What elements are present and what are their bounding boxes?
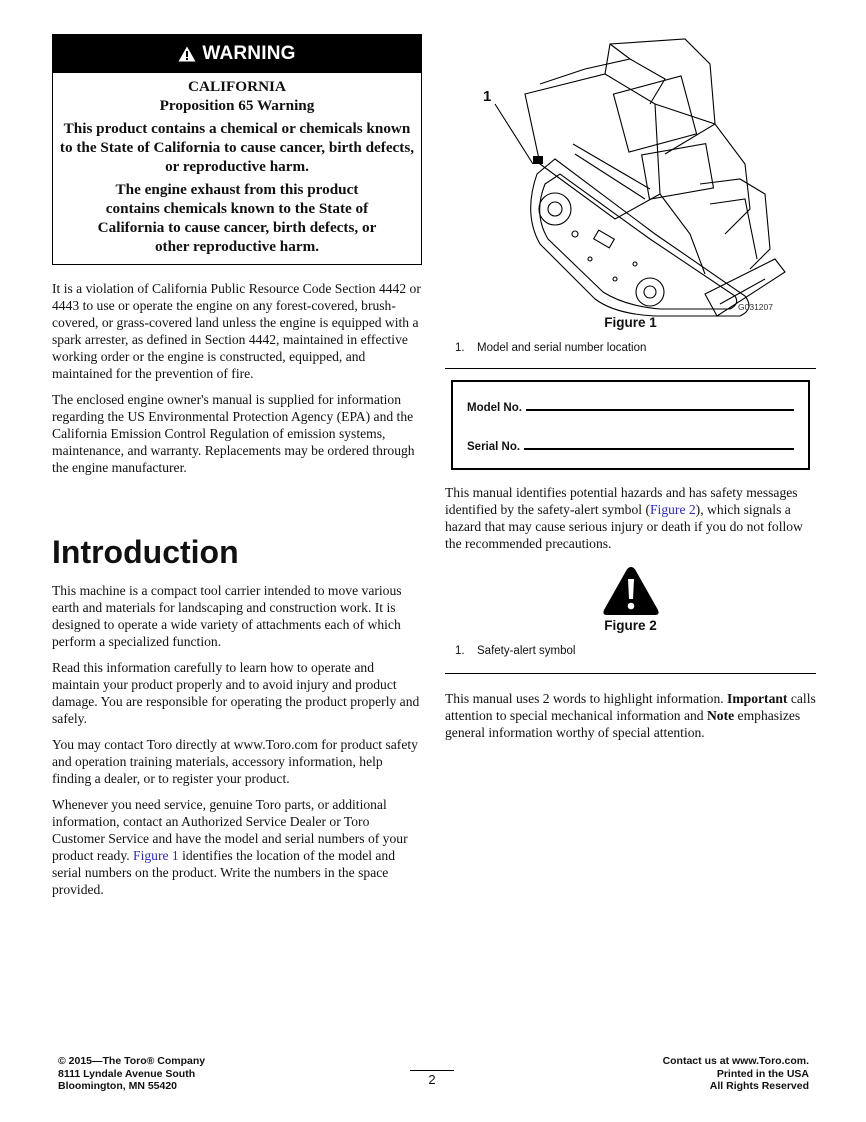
- important-description: calls attention to special mechanical information and: [445, 691, 816, 723]
- note-description: emphasizes general information worthy of special attention.: [445, 708, 801, 740]
- prop65-warning-box: [52, 34, 422, 265]
- important-word: Important: [727, 691, 788, 706]
- figure-1-callout-number: 1: [483, 88, 492, 105]
- intro-paragraph-4-text: Whenever you need service, genuine Toro parts, or additional information, contact an Authorized Service Dealer or Toro Customer Service and have the model and serial numbers of your product ready.: [52, 797, 408, 863]
- footer-company-info: [58, 1055, 205, 1093]
- serial-number-label: Serial No.: [467, 441, 521, 453]
- intro-paragraph-4-text-end: identifies the location of the model and serial numbers on the product. Write the numbers in the space provided.: [52, 848, 396, 897]
- intro-paragraph-3: You may contact Toro directly at www.Toro.com for product safety and operation training materials, accessory information, help finding a dealer, or to register your product.: [52, 737, 418, 786]
- footer-city: Bloomington, MN 55420: [58, 1080, 178, 1092]
- figure-2-caption: [445, 645, 816, 657]
- footer-contact: Contact us at www.Toro.com.: [662, 1055, 809, 1067]
- figure-1-link[interactable]: Figure 1: [133, 848, 179, 863]
- note-word: Note: [706, 708, 735, 723]
- footer-copyright: © 2015—The Toro® Company: [58, 1055, 206, 1067]
- figure-1-illustration: [445, 34, 816, 330]
- model-number-label: Model No.: [467, 402, 522, 414]
- figure-1-image-code: G031207: [738, 302, 773, 312]
- warning-para-1: This product contains a chemical or chemicals known to the State of California to cause cancer, birth defects, or reproductive harm.: [59, 120, 415, 175]
- figure-1-divider: [445, 368, 816, 369]
- footer-contact-info: [663, 1055, 809, 1093]
- figure-2-title: Figure 2: [604, 618, 657, 633]
- hazard-paragraph-text-end: ), which signals a hazard that may cause serious injury or death if you do not follow the recommended precautions.: [445, 502, 803, 551]
- intro-paragraph-1: This machine is a compact tool carrier intended to move various earth and materials for landscaping and construction work. It is designed to operate a wide variety of attachments each of which perform a specialized function.: [52, 583, 402, 649]
- warning-para-2: The engine exhaust from this product contains chemicals known to the State of California to cause cancer, birth defects, or other reproductive harm.: [97, 181, 377, 255]
- compact-tool-carrier-illustration: [445, 34, 816, 324]
- warning-header-label: WARNING: [202, 43, 296, 64]
- hazard-paragraph: [445, 484, 816, 552]
- left-column: [52, 34, 424, 907]
- safety-alert-icon: [601, 565, 661, 617]
- figure-1-caption-text: Model and serial number location: [477, 342, 647, 354]
- right-column: [445, 34, 816, 750]
- warning-body: [53, 73, 421, 264]
- warning-title-line2: Proposition 65 Warning: [159, 97, 315, 114]
- figure-2-caption-number: 1.: [455, 645, 465, 657]
- serial-number-blank-line: [524, 448, 794, 450]
- figure-2-divider: [445, 673, 816, 674]
- engine-manual-paragraph: The enclosed engine owner's manual is supplied for information regarding the US Environmental Protection Agency (EPA) and the California Emission Control Regulation of emission systems, maintenance, and warranty. Replacements may be ordered through the engine manufacturer.: [52, 392, 415, 475]
- footer-rights: All Rights Reserved: [709, 1080, 809, 1092]
- figure-2-link[interactable]: Figure 2: [649, 502, 696, 517]
- hazard-paragraph-text: This manual identifies potential hazards and has safety messages identified by the safety-alert symbol (: [445, 485, 798, 517]
- violation-paragraph: It is a violation of California Public Resource Code Section 4442 or 4443 to use or operate the engine on any forest-covered, brush-covered, or grass-covered land unless the engine is equipped with a spark arrester, as defined in Section 4442, maintained in effective working order or the engine is constructed, equipped, and maintained for the prevention of fire.: [52, 281, 421, 381]
- signal-words-paragraph: [445, 690, 816, 741]
- warning-header: [53, 35, 421, 73]
- intro-paragraph-4: [52, 796, 424, 898]
- figure-1-title: Figure 1: [604, 315, 657, 330]
- serial-number-field[interactable]: [467, 441, 794, 453]
- figure-1-caption-number: 1.: [455, 342, 465, 354]
- signal-words-intro: This manual uses 2 words to highlight information.: [445, 691, 728, 706]
- figure-2-caption-text: Safety-alert symbol: [477, 645, 576, 657]
- model-number-blank-line: [526, 409, 794, 411]
- footer-address: 8111 Lyndale Avenue South: [58, 1067, 196, 1080]
- model-number-field[interactable]: [467, 402, 794, 414]
- intro-paragraph-2: Read this information carefully to learn how to operate and maintain your product properly and to avoid injury and product damage. You are responsible for operating the product properly and safely.: [52, 660, 420, 726]
- footer-printed: Printed in the USA: [716, 1067, 809, 1080]
- warning-title-line1: CALIFORNIA: [188, 78, 286, 95]
- figure-1-caption: [445, 342, 816, 354]
- page-number: 2: [410, 1070, 454, 1087]
- introduction-heading: Introduction: [52, 534, 239, 570]
- model-serial-box: [451, 380, 810, 470]
- warning-triangle-icon: [178, 46, 196, 62]
- figure-2-illustration: [445, 565, 816, 617]
